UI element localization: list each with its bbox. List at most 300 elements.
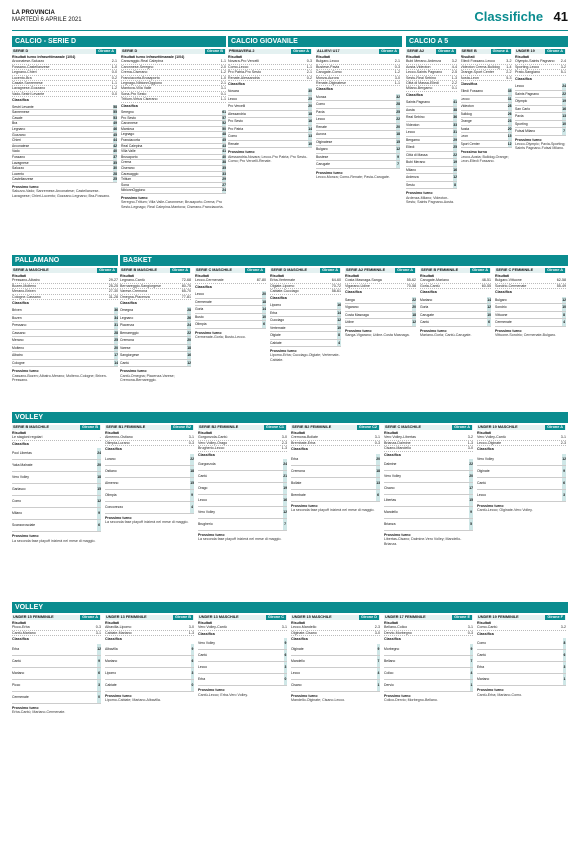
standings-heading: Classifica bbox=[345, 290, 362, 295]
team-points: 14 bbox=[337, 310, 341, 315]
team-points: 16 bbox=[337, 303, 341, 308]
match: Gorgonzola-Cantù bbox=[198, 435, 228, 440]
match: Como-Lecco bbox=[228, 64, 249, 69]
table-row bbox=[195, 313, 266, 321]
team-name: Como bbox=[12, 496, 97, 508]
score: 72-68 bbox=[181, 278, 191, 283]
table-row bbox=[12, 460, 101, 472]
standings-heading: Classifica bbox=[12, 637, 29, 642]
team-name: Omegna bbox=[120, 307, 187, 314]
team-points: 22 bbox=[412, 297, 416, 302]
table-row bbox=[316, 161, 400, 169]
table-row bbox=[198, 650, 287, 662]
girone-badge: Girone F bbox=[547, 615, 563, 619]
standings-table bbox=[477, 638, 566, 686]
result-row bbox=[495, 284, 566, 289]
team-name: Erba bbox=[270, 309, 337, 317]
team-points: 4 bbox=[338, 340, 341, 345]
team-name: Sestu bbox=[406, 181, 453, 189]
team-name: Dervio bbox=[384, 679, 470, 691]
next-round-heading: Prossimo turno bbox=[420, 328, 447, 333]
team-points: 26 bbox=[187, 315, 191, 320]
next-round-heading: Prossimo turno bbox=[384, 693, 411, 698]
team-points: 48 bbox=[222, 132, 226, 137]
team-name: Cermenate bbox=[12, 691, 97, 703]
next-round-text: Cantù-Lecco; Erba-Vero Volley. bbox=[198, 692, 248, 697]
team-points: 1 bbox=[377, 679, 380, 691]
table-row bbox=[316, 94, 400, 101]
column-header bbox=[12, 268, 118, 273]
next-round-text: Cantù-Omegna; Piacenza-Varese; Cremona-Bernareggio. bbox=[120, 373, 175, 383]
score: 0-3 bbox=[467, 630, 473, 635]
team-points: 19 bbox=[562, 99, 566, 104]
team-points: 37 bbox=[113, 155, 117, 159]
match: Albavilla-Lipomo bbox=[105, 625, 132, 630]
score: 0-0 bbox=[111, 91, 117, 96]
team-name: Legnano bbox=[120, 314, 187, 322]
team-points: 1 bbox=[563, 674, 566, 686]
match: Erba-Vertemate bbox=[270, 278, 296, 283]
team-points: 6 bbox=[284, 650, 287, 662]
calcio5-column-2 bbox=[515, 49, 566, 251]
team-name: Saluzzo bbox=[12, 166, 113, 172]
table-row bbox=[198, 483, 287, 495]
table-row bbox=[345, 319, 416, 327]
team-name: Cremona bbox=[120, 337, 187, 345]
team-points: 12 bbox=[97, 496, 101, 508]
results-heading: Risultati bbox=[270, 274, 285, 278]
girone-badge: Girone A bbox=[547, 268, 563, 272]
table-row bbox=[495, 297, 566, 304]
score: 2-3 bbox=[560, 440, 566, 445]
standings-table bbox=[105, 454, 194, 514]
match: Bernareggio-Sangiorgese bbox=[120, 283, 161, 288]
results-list bbox=[12, 59, 117, 97]
standings-table bbox=[384, 644, 473, 692]
volley-column-3 bbox=[291, 425, 380, 599]
table-row bbox=[384, 519, 473, 531]
next-round-text: Alessandria-Novara; Lecco-Pro Patria; Pro Sesto-Como; Pro Vercelli-Renate. bbox=[228, 154, 308, 164]
column-header bbox=[291, 425, 380, 430]
team-points: 35 bbox=[507, 89, 512, 94]
match: Lecco-Cermenate bbox=[195, 278, 224, 283]
team-points: 6 bbox=[563, 650, 566, 662]
table-row bbox=[198, 638, 287, 650]
team-points: 17 bbox=[114, 353, 118, 358]
team-name: Colico bbox=[384, 667, 470, 679]
team-name: Aosta bbox=[406, 106, 453, 114]
match: Cremona-Bollate bbox=[291, 435, 318, 440]
team-points: 22 bbox=[396, 117, 400, 122]
match: Brugherio-Lecco bbox=[198, 446, 225, 451]
standings-table bbox=[12, 448, 101, 532]
standings-table bbox=[12, 105, 117, 183]
match: Olginate-Cisano bbox=[291, 630, 317, 635]
column-title: SERIE D bbox=[13, 49, 29, 53]
results-heading: Risultati turno infrasettimanale (1/04) bbox=[121, 55, 185, 59]
next-round-text: Colico-Dervio; Morbegno-Bellano. bbox=[384, 698, 438, 703]
team-name: Real Calepina bbox=[121, 143, 222, 149]
match: Lecco-Olginate bbox=[477, 440, 502, 445]
match: Picco-Erba bbox=[12, 625, 30, 630]
score: 2-3 bbox=[374, 625, 380, 630]
team-points: 28 bbox=[396, 102, 400, 107]
table-row bbox=[345, 304, 416, 312]
match: Casale-Sanremese bbox=[12, 81, 43, 86]
table-row bbox=[384, 655, 473, 667]
table-row bbox=[406, 114, 457, 122]
basket-column-4 bbox=[420, 268, 491, 408]
team-points: 5 bbox=[469, 519, 473, 531]
team-name: Picco bbox=[12, 679, 97, 691]
score: 0-3 bbox=[188, 440, 194, 445]
table-row bbox=[477, 454, 566, 466]
girone-badge: Girone A bbox=[322, 268, 338, 272]
team-name: Mariano bbox=[477, 674, 563, 686]
match: Caronnese-Seregno bbox=[121, 64, 154, 69]
team-name: Cisano bbox=[291, 679, 377, 691]
table-row bbox=[406, 166, 457, 174]
table-row bbox=[120, 307, 191, 314]
score: 3-0 bbox=[394, 75, 400, 80]
team-points: 0 bbox=[284, 674, 287, 686]
score: 1-3 bbox=[281, 446, 287, 451]
table-row bbox=[384, 679, 473, 691]
team-points: 22 bbox=[190, 454, 194, 466]
table-row bbox=[105, 679, 194, 691]
team-points: 3 bbox=[284, 662, 287, 674]
team-points: 30 bbox=[308, 89, 312, 94]
team-points: 16 bbox=[453, 167, 457, 172]
next-round-heading: Prossimo turno bbox=[477, 688, 504, 693]
table-row bbox=[12, 322, 118, 330]
score: 65-70 bbox=[181, 289, 191, 294]
column-header bbox=[120, 268, 191, 273]
team-points: 12 bbox=[487, 305, 491, 310]
match: Cabiate-Cucciago bbox=[270, 289, 299, 294]
team-points: 36 bbox=[453, 115, 457, 120]
column-header bbox=[316, 49, 400, 54]
column-header bbox=[270, 268, 341, 273]
table-row bbox=[461, 95, 512, 103]
table-row bbox=[12, 344, 118, 352]
team-points: 20 bbox=[262, 292, 266, 297]
girone-badge: Girone A bbox=[293, 49, 309, 53]
team-points: 20 bbox=[114, 345, 118, 350]
team-points: 18 bbox=[396, 132, 400, 137]
table-row bbox=[477, 662, 566, 674]
next-round-heading: Prossimo turno bbox=[270, 349, 297, 354]
column-header bbox=[105, 615, 194, 620]
team-points: 7 bbox=[563, 129, 566, 134]
team-name: Como bbox=[316, 101, 396, 109]
score: 2-1 bbox=[394, 59, 400, 64]
team-points: 25 bbox=[308, 96, 312, 101]
table-row bbox=[406, 159, 457, 167]
score: 1-1 bbox=[306, 64, 312, 69]
standings-table bbox=[105, 644, 194, 692]
next-round-text: Libertas-Cisano; Dalmine-Vero Volley; Mandello-Brianza. bbox=[384, 537, 462, 546]
match: Cabiate-Mariano bbox=[105, 630, 132, 635]
team-points: 7 bbox=[397, 162, 400, 167]
team-name: Sporting bbox=[515, 120, 562, 128]
team-points: 20 bbox=[308, 104, 312, 109]
team-points: 20 bbox=[396, 124, 400, 129]
team-points: 61 bbox=[222, 110, 226, 115]
next-round-text: Cermenate-Gorla; Busto-Lecco. bbox=[195, 335, 246, 340]
team-name: Vero Volley bbox=[384, 471, 469, 483]
standings-table bbox=[406, 99, 457, 189]
team-points: 9 bbox=[284, 638, 287, 650]
table-row bbox=[198, 674, 287, 686]
team-points: 1 bbox=[470, 679, 473, 691]
team-points: 45 bbox=[222, 138, 226, 143]
table-row bbox=[477, 477, 566, 489]
table-row bbox=[12, 508, 101, 520]
column-title: SERIE A2 bbox=[407, 49, 425, 53]
team-points: 20 bbox=[376, 454, 380, 466]
standings-table bbox=[198, 638, 287, 686]
table-row bbox=[12, 359, 118, 367]
score: 0-3 bbox=[95, 625, 101, 630]
team-points: 24 bbox=[97, 448, 101, 460]
volley2-column-2 bbox=[198, 615, 287, 841]
team-points: 28 bbox=[113, 171, 117, 176]
table-row bbox=[477, 650, 566, 662]
results-list bbox=[515, 59, 566, 75]
next-round-text: Lipomo-Erba; Cucciago-Olgiate; Vertemate-Cabiate. bbox=[270, 353, 340, 362]
table-row bbox=[420, 319, 491, 327]
match: Bozen-Molteno bbox=[12, 283, 37, 288]
volley-column-4 bbox=[384, 425, 473, 599]
results-heading: Risultati bbox=[477, 621, 492, 625]
score: 2-3 bbox=[281, 440, 287, 445]
match: Bubi Merano-Ardenza bbox=[406, 59, 441, 64]
standings-heading: Classifica bbox=[270, 295, 287, 300]
table-row bbox=[461, 125, 512, 133]
team-points: 20 bbox=[412, 305, 416, 310]
column-header bbox=[406, 49, 457, 54]
table-row bbox=[12, 448, 101, 460]
column-title: SERIE A2 FEMMINILE bbox=[346, 268, 386, 272]
team-name: Lecco bbox=[477, 489, 562, 501]
table-row bbox=[477, 638, 566, 650]
match: Olgiate-Lipomo bbox=[270, 283, 295, 288]
basket-column-5 bbox=[495, 268, 566, 408]
team-points: 0 bbox=[191, 679, 194, 691]
column-header bbox=[515, 49, 566, 54]
column-title: SERIE B2 FEMMINILE bbox=[292, 425, 332, 429]
volley-column-0 bbox=[12, 425, 101, 599]
next-round-heading: Prossimo turno bbox=[495, 328, 522, 333]
team-points: 29 bbox=[453, 137, 457, 142]
table-row bbox=[228, 125, 312, 133]
girone-badge: Girone A bbox=[547, 49, 563, 53]
team-name: Lucento bbox=[12, 171, 113, 177]
table-row bbox=[384, 483, 473, 495]
match: Bulgaro-Vittuone bbox=[495, 278, 522, 283]
results-heading: Risultati bbox=[198, 431, 213, 435]
team-points: 35 bbox=[222, 166, 226, 170]
table-row bbox=[477, 674, 566, 686]
score: 3-1 bbox=[188, 435, 194, 440]
column-title: ALLIEVI U17 bbox=[317, 49, 340, 53]
next-round-heading: Prossimo turno bbox=[12, 534, 39, 539]
team-points: 40 bbox=[222, 154, 226, 159]
table-row bbox=[461, 118, 512, 126]
result-row bbox=[12, 435, 101, 440]
table-row bbox=[406, 174, 457, 182]
next-round-heading: Prossimo turno bbox=[316, 170, 343, 175]
girone-badge: Girone E bbox=[454, 615, 470, 619]
table-row bbox=[12, 337, 118, 345]
girone-badge: Girone A bbox=[454, 425, 470, 429]
team-points: 18 bbox=[308, 111, 312, 116]
team-points: 4 bbox=[563, 320, 566, 325]
score: 2-2 bbox=[451, 81, 457, 86]
team-points: 23 bbox=[507, 119, 512, 124]
basket-column-3 bbox=[345, 268, 416, 408]
volley2-column-5 bbox=[477, 615, 566, 841]
table-row bbox=[406, 106, 457, 114]
team-name: Costa Masnaga bbox=[345, 311, 412, 319]
result-row bbox=[420, 284, 491, 289]
score: 70-58 bbox=[406, 283, 416, 288]
team-name: Crema bbox=[121, 160, 222, 166]
team-name: Orange bbox=[461, 118, 508, 126]
score: 31-28 bbox=[108, 294, 118, 299]
band-basket: BASKET bbox=[120, 255, 568, 266]
team-name: Pavia bbox=[316, 108, 396, 116]
match: Bulgaro-Lecco bbox=[316, 59, 340, 64]
column-header bbox=[12, 49, 117, 54]
standings-table bbox=[495, 297, 566, 327]
team-name: Gorla bbox=[195, 306, 262, 314]
calcio5-column-1 bbox=[461, 49, 512, 251]
column-title: SERIE C MASCHILE bbox=[196, 268, 233, 272]
team-name: Morbegno bbox=[384, 644, 470, 656]
results-list bbox=[420, 278, 491, 289]
volley-column-1 bbox=[105, 425, 194, 599]
team-name: Cermenate bbox=[195, 298, 262, 306]
next-round-text: Cantù-Erba; Mariano-Como. bbox=[477, 692, 523, 697]
column-title: SERIE C MASCHILE bbox=[385, 425, 422, 429]
match: Como-Cantù bbox=[477, 625, 498, 630]
basket-column-2 bbox=[270, 268, 341, 408]
team-points: 4 bbox=[190, 501, 194, 513]
match: Fossano-Castellanzese bbox=[12, 64, 50, 69]
match: Novara-Pro Vercelli bbox=[228, 59, 259, 64]
team-points: 6 bbox=[376, 489, 380, 501]
score: 2-4 bbox=[560, 59, 566, 64]
match: Mantova-Villa Valle bbox=[121, 86, 152, 91]
column-title: SERIE C FEMMINILE bbox=[496, 268, 534, 272]
results-heading: Risultati bbox=[345, 274, 360, 278]
table-row bbox=[291, 655, 380, 667]
column-header bbox=[384, 425, 473, 430]
score: 1-3 bbox=[451, 75, 457, 80]
score: 2-5 bbox=[451, 70, 457, 75]
team-name: Alessandria bbox=[228, 110, 308, 118]
column-title: UNDER 19 MASCHILE bbox=[478, 425, 518, 429]
volley-column-2 bbox=[198, 425, 287, 599]
team-points: 10 bbox=[562, 305, 566, 310]
column-title: SERIE B MASCHILE bbox=[121, 268, 158, 272]
team-name: Erba bbox=[198, 674, 284, 686]
table-row bbox=[406, 99, 457, 106]
match: Vado-Sestri Levante bbox=[12, 91, 45, 96]
table-row bbox=[384, 644, 473, 656]
table-row bbox=[291, 477, 380, 489]
results-list bbox=[198, 435, 287, 451]
team-name: Mariano bbox=[12, 667, 97, 679]
team-name: Varese bbox=[120, 344, 187, 352]
results-list bbox=[345, 278, 416, 289]
team-name: Bellano bbox=[384, 655, 470, 667]
girone-badge: Girone A bbox=[438, 49, 454, 53]
column-header bbox=[345, 268, 416, 273]
column-title: SERIE B1 FEMMINILE bbox=[106, 425, 146, 429]
next-round-text: Saluzzo-Vado; Sanremese-Arconatese; Castellanzese-Lavagnese; Chieri-Lucento; Gozzano-Legnano; Bra-Fossano. bbox=[12, 189, 111, 198]
team-points: 19 bbox=[283, 483, 287, 495]
score: 29-27 bbox=[108, 278, 118, 283]
score: 0-1 bbox=[451, 86, 457, 91]
team-name: Bernareggio bbox=[120, 329, 187, 337]
team-points: 10 bbox=[337, 325, 341, 330]
score: 27-30 bbox=[108, 289, 118, 294]
team-name: Arconatese bbox=[12, 143, 113, 149]
score: 60-55 bbox=[481, 283, 491, 288]
team-name: Concorezzo bbox=[105, 501, 190, 513]
column-title: UNDER 13 FEMMINILE bbox=[106, 615, 147, 619]
column-title: SERIE D MASCHILE bbox=[271, 268, 308, 272]
page-number: 41 bbox=[553, 9, 568, 24]
calcio-column-1 bbox=[121, 49, 226, 251]
table-row bbox=[105, 655, 194, 667]
table-row bbox=[316, 131, 400, 139]
team-name: Cantù bbox=[477, 650, 563, 662]
score: 2-1 bbox=[111, 59, 117, 64]
team-points: 29 bbox=[222, 177, 226, 182]
score: 0-0 bbox=[111, 70, 117, 75]
team-points: 35 bbox=[113, 160, 117, 165]
column-title: SERIE B bbox=[461, 49, 477, 53]
team-points: 24 bbox=[283, 459, 287, 471]
team-points: 12 bbox=[453, 175, 457, 180]
standings-heading: Classifica bbox=[121, 103, 138, 108]
team-name: Carugate bbox=[420, 311, 487, 319]
results-list bbox=[12, 278, 118, 300]
table-row bbox=[495, 304, 566, 312]
team-points: 16 bbox=[283, 495, 287, 507]
team-points: 10 bbox=[262, 314, 266, 319]
team-name: Pool Libertas bbox=[12, 448, 97, 460]
score: 87-80 bbox=[256, 278, 266, 283]
team-points: 34 bbox=[114, 315, 118, 320]
column-title: SERIE D bbox=[122, 49, 138, 53]
team-name: Gozzano bbox=[12, 132, 113, 138]
match: Vero Volley-Orago bbox=[198, 440, 228, 445]
score: 1-3 bbox=[467, 440, 473, 445]
team-name: Lecco bbox=[406, 129, 453, 137]
team-name: Bozen bbox=[12, 314, 114, 322]
table-row bbox=[195, 298, 266, 306]
table-row bbox=[198, 662, 287, 674]
team-name: Yaka Malnate bbox=[12, 460, 97, 472]
team-name: Olginate bbox=[291, 644, 377, 656]
team-name: Como bbox=[477, 638, 563, 650]
team-name: Cassano bbox=[12, 329, 114, 337]
